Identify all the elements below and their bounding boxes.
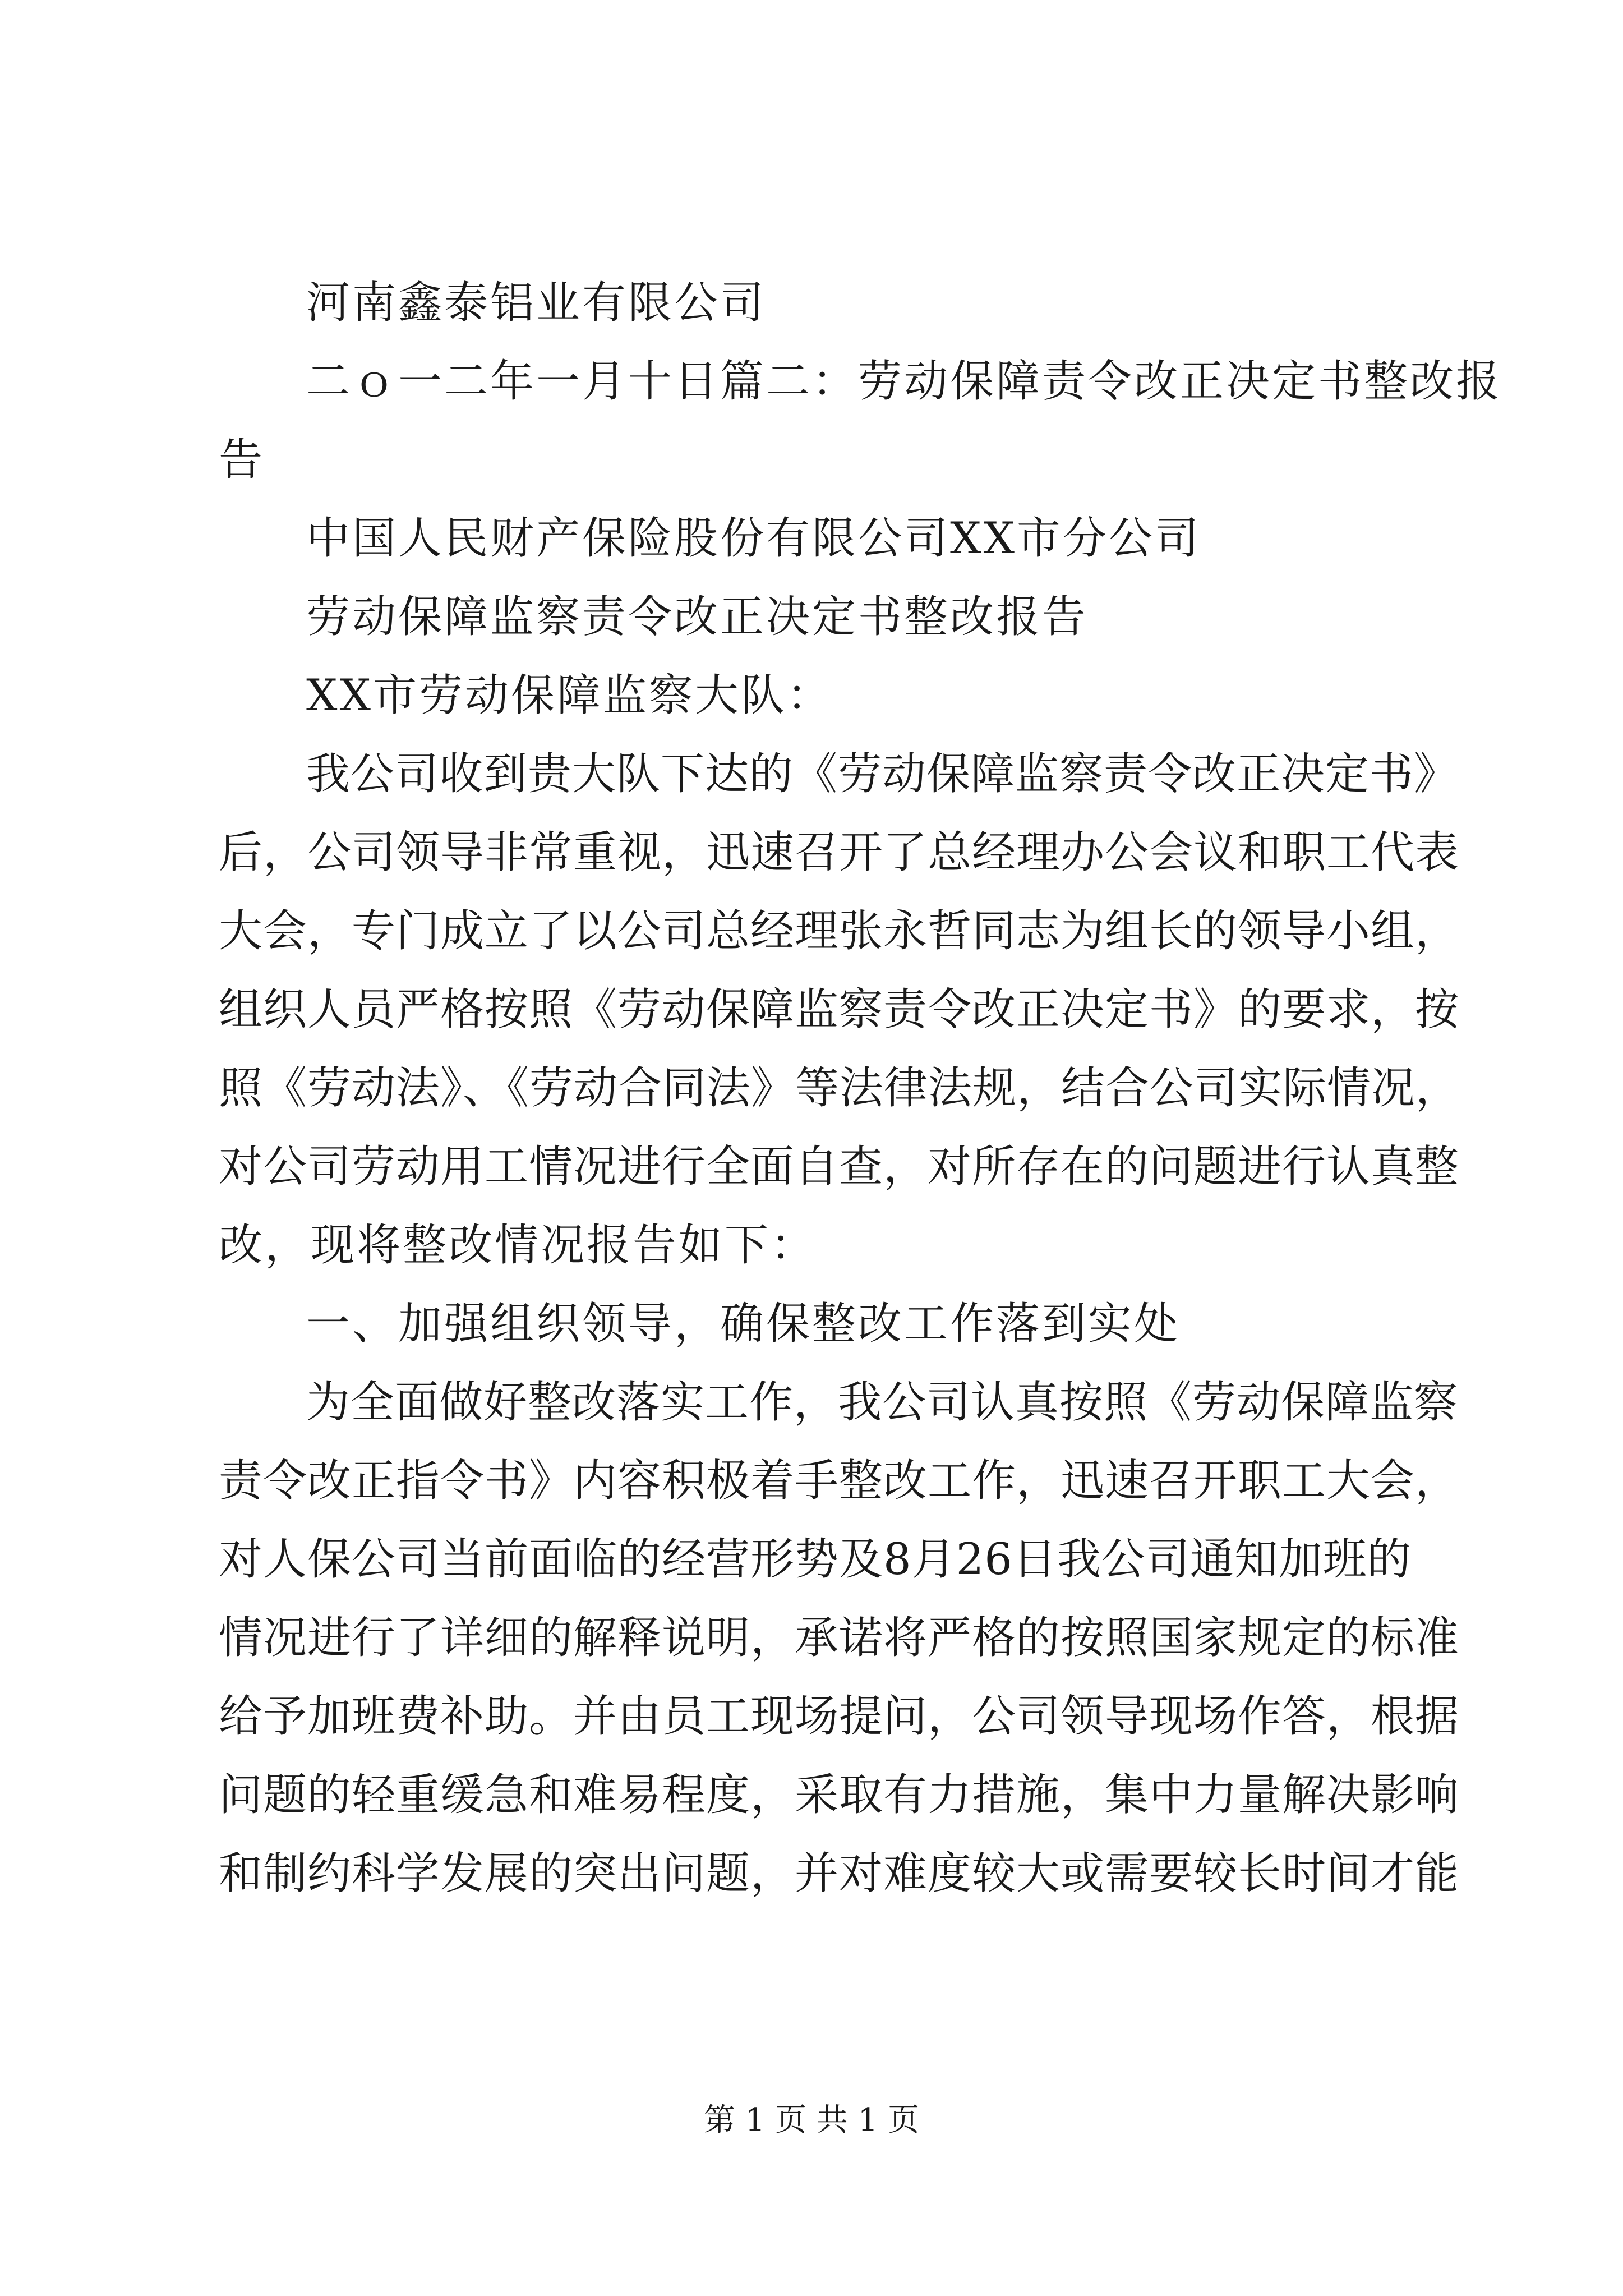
paragraph-line: 照《劳动法》、《劳动合同法》等法律法规，结合公司实际情况，: [219, 1063, 1460, 1114]
paragraph-line: 改，现将整改情况报告如下：: [219, 1220, 817, 1271]
paragraph-line: 问题的轻重缓急和难易程度，采取有力措施，集中力量解决影响: [219, 1770, 1460, 1820]
paragraph-line: 我公司收到贵大队下达的《劳动保障监察责令改正决定书》: [306, 749, 1459, 799]
paragraph-line: 为全面做好整改落实工作，我公司认真按照《劳动保障监察: [306, 1377, 1459, 1428]
page-number-footer: 第 1 页 共 1 页: [703, 2102, 920, 2138]
report-company-line: 中国人民财产保险股份有限公司XX市分公司: [306, 513, 1201, 564]
document-body: [219, 264, 1502, 1913]
paragraph-line: 责令改正指令书》内容积极着手整改工作，迅速召开职工大会，: [219, 1456, 1460, 1506]
paragraph-line: 给予加班费补助。并由员工现场提问，公司领导现场作答，根据: [219, 1691, 1460, 1742]
report-title-line: 劳动保障监察责令改正决定书整改报告: [306, 592, 1089, 642]
paragraph-line: 情况进行了详细的解释说明，承诺将严格的按照国家规定的标准: [219, 1613, 1460, 1663]
paragraph-line: 后，公司领导非常重视，迅速召开了总经理办公会议和职工代表: [219, 827, 1460, 878]
section-heading-continuation: 告: [219, 435, 265, 485]
paragraph-line: 大会，专门成立了以公司总经理张永哲同志为组长的领导小组，: [219, 906, 1460, 956]
paragraph-line: 和制约科学发展的突出问题，并对难度较大或需要较长时间才能: [219, 1848, 1460, 1899]
addressee-line: XX市劳动保障监察大队：: [306, 670, 833, 721]
paragraph-line: 对公司劳动用工情况进行全面自查，对所存在的问题进行认真整: [219, 1142, 1460, 1192]
paragraph-line: 对人保公司当前面临的经营形势及8月26日我公司通知加班的: [219, 1534, 1412, 1585]
date-and-section-heading-line: 二ｏ一二年一月十日篇二：劳动保障责令改正决定书整改报: [306, 356, 1502, 407]
company-name-line: 河南鑫泰铝业有限公司: [306, 278, 767, 328]
paragraph-line: 组织人员严格按照《劳动保障监察责令改正决定书》的要求，按: [219, 984, 1460, 1035]
section-one-heading: 一、加强组织领导，确保整改工作落到实处: [306, 1299, 1181, 1349]
